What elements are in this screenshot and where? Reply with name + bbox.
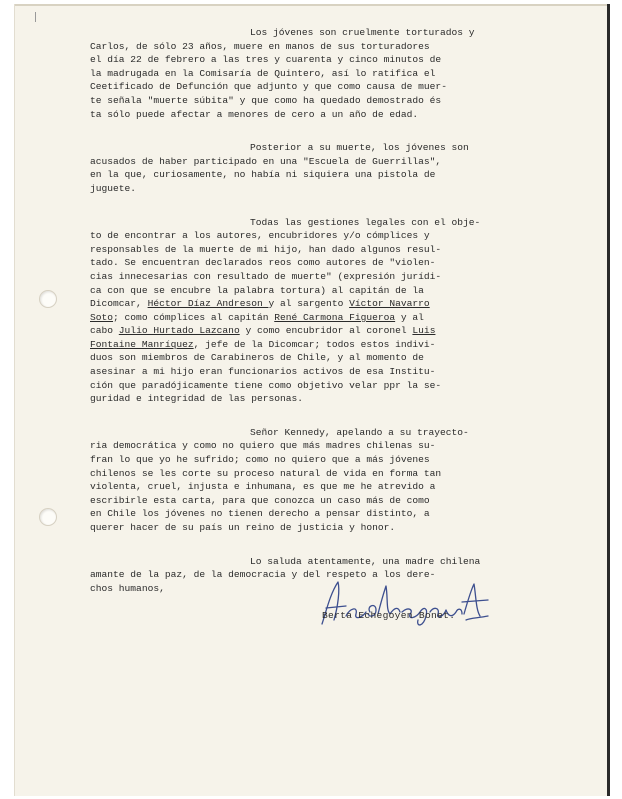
- paragraph-closing: Lo saluda atentamente, una madre chilena amante de la paz, de la democracia y del respeto a los dere- chos humanos,: [90, 555, 481, 594]
- legal-text-5: y como encubridor al coronel: [239, 325, 413, 337]
- legal-text-4: y al cabo: [90, 311, 424, 337]
- paragraph-accusation: Posterior a su muerte, los jóvenes son acusados de haber participado en una "Escuela de Guerrillas", en la que, curiosamente, no había ni siquiera una pistola de juguete.: [90, 142, 469, 194]
- name-rene-carmona: René Carmona Figueroa: [274, 311, 396, 323]
- name-hector-diaz: Héctor Díaz Andreson: [147, 298, 269, 310]
- paragraph-torture: Los jóvenes son cruelmente torturados y Carlos, de sólo 23 años, muere en manos de sus torturadores el día 22 de febrero a las tres y cuarenta y cinco minutos de la madrugada en la Comisaría de Quintero, así lo ratifica el Ceetificado de Defunción que adjunto y que como causa de muer- te señala "muerte súbita" y que como ha quedado demostrado és ta sólo puede afectar a menores de cero a un año de edad.: [90, 27, 475, 120]
- punch-hole-top: [39, 290, 57, 308]
- legal-text-2: y al sargento: [268, 298, 350, 310]
- signature-name: Berta Echegoyen Bonet.: [322, 610, 456, 621]
- name-julio-hurtado: Julio Hurtado Lazcano: [118, 325, 240, 337]
- legal-text-3: ; como cómplices al capitán: [113, 311, 275, 323]
- paragraph-legal-actions: [90, 216, 560, 406]
- name-luis-fontaine: Luis Fontaine Manríquez: [90, 325, 436, 350]
- page-edge: [15, 4, 607, 6]
- legal-text-1: Todas las gestiones legales con el obje- to de encontrar a los autores, encubridores y/o cómplices y responsables de la muerte de mi hijo, han dado algunos resul- tado. Se encuentran declarados reos como autores de "violen- cias innecesarias con resultado de muerte" (expresión jurídi- ca con que se encubre la palabra tortura) al capitán de la Dicomcar,: [90, 216, 481, 310]
- handwritten-signature: [312, 572, 502, 632]
- letter-body: [90, 26, 560, 595]
- paragraph-appeal: Señor Kennedy, apelando a su trayecto- ria democrática y como no quiero que más madres chilenas su- fran lo que yo he sufrido; como no quiero que a más jóvenes chilenos se les corte su proceso natural de vida en forma tan violenta, cruel, injusta e inhumana, es que me he atrevido a escribirle esta carta, para que conozca un caso más de como en Chile los jóvenes no tienen derecho a pensar distinto, a querer hacer de su país un reino de justicia y honor.: [90, 426, 469, 533]
- name-victor-navarro: Víctor Navarro Soto: [90, 298, 430, 323]
- legal-text-6: , jefe de la Dicomcar; todos estos indivi- duos son miembros de Carabineros de Chile, y al momento de asesinar a mi hijo eran funcionarios activos de esa Institu- ción que paradójicamente tiene como objetivo velar ppr la se- guridad e integridad de las personas.: [90, 338, 442, 405]
- punch-hole-bottom: [39, 508, 57, 526]
- page-mark: [35, 12, 36, 22]
